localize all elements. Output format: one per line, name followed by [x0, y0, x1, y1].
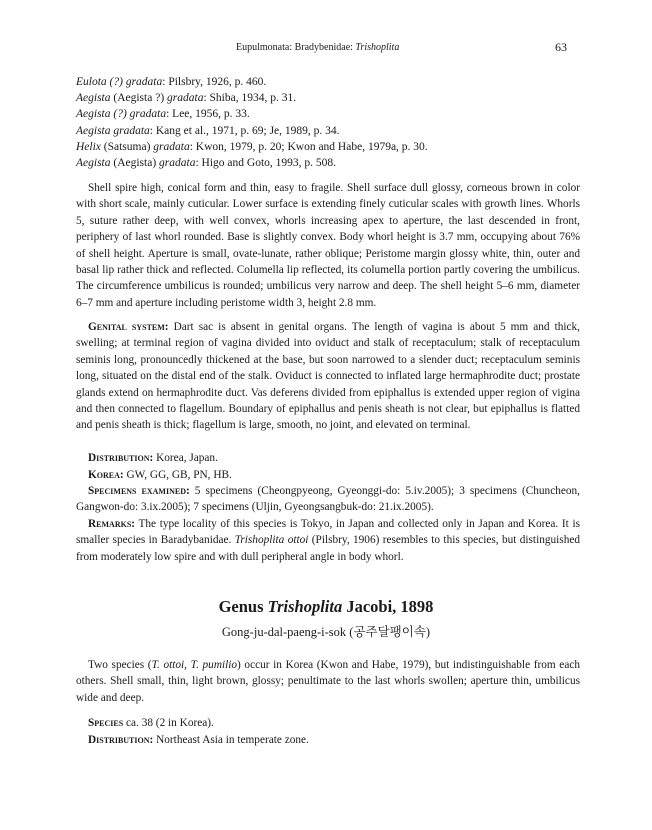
section-text: Northeast Asia in temperate zone.: [153, 734, 309, 746]
synonym-list: [76, 74, 580, 171]
taxon-name: gradata: [159, 157, 196, 170]
genus-author: Jacobi, 1898: [342, 597, 434, 616]
subgenus: (Satsuma): [100, 140, 154, 153]
taxon-name: Helix: [76, 140, 101, 153]
running-head-prefix: Eupulmonata: Bradybenidae:: [236, 42, 356, 53]
taxon-name: T. ottoi, T. pumilio: [151, 659, 238, 671]
citation: : Shiba, 1934, p. 31.: [203, 92, 297, 105]
synonym-entry: [76, 155, 580, 171]
genus-prefix: Genus: [218, 597, 268, 616]
page-header: [0, 42, 652, 62]
section-label: Remarks:: [88, 518, 136, 530]
running-head-genus: Trishoplita: [355, 42, 400, 53]
korea-paragraph: [76, 467, 580, 483]
genus-species-paragraph: [76, 715, 580, 731]
taxon-name: gradata: [153, 140, 190, 153]
section-label: Species: [88, 717, 124, 729]
taxon-name: Aegista gradata: [76, 124, 150, 137]
synonym-entry: [76, 106, 580, 122]
taxon-name: (?) gradata: [106, 76, 163, 88]
section-text: Dart sac is absent in genital organs. The length of vagina is about 5 mm and thick, swelling; at terminal region of vagina divided into oviduct and stalk of receptaculum; stalk of receptaculum seminis long, pronouncedly thickened at the base, but soon narrowed to a slender duct; receptaculum seminis long, situated on the distal end of the stalk. Oviduct is connected to inflated large hermaphrodite duct; prostate glands extend on hermaphrodite duct. Vas deferens divided from epiphallus is extended upper region of vigina and then connected to flagellum. Boundary of epiphallus and penis sheath is not clear, but epiphallus is flatted and penis sheath is thick; flagellum is large, smooth, no joint, and elevated on terminal.: [76, 321, 581, 432]
page-number: 63: [555, 40, 567, 54]
synonym-entry: [76, 74, 580, 90]
section-label: Distribution:: [88, 452, 154, 464]
section-text: (Pilsbry, 1906) resembles to this species, but distinguished from moderately low spire and with dull peripheral angle in body whorl.: [76, 534, 581, 563]
specimens-paragraph: [76, 483, 580, 516]
genus-korean-name: Gong-ju-dal-paeng-i-sok (공주달팽이속): [221, 625, 431, 639]
taxon-name: Aegista: [76, 108, 111, 121]
taxon-name: Aegista: [76, 157, 111, 170]
section-text: 5 specimens (Cheongpyeong, Gyeonggi-do: 5.iv.2005); 3 specimens (Chuncheon, Gangwon-do: 3.ix.2005); 7 specimens (Uljin, Gyeongsangbuk-do: 21.ix.2005).: [76, 485, 580, 514]
distribution-paragraph: [76, 450, 580, 466]
section-text: ca. 38 (2 in Korea).: [123, 717, 214, 729]
taxon-name: Aegista: [76, 92, 111, 105]
section-text: Korea, Japan.: [153, 452, 218, 464]
section-text: Two species (: [88, 659, 152, 671]
section-label: Korea:: [88, 469, 124, 481]
genus-heading: [0, 597, 652, 617]
section-text: GW, GG, GB, PN, HB.: [123, 469, 232, 481]
citation: : Pilsbry, 1926, p. 460.: [162, 76, 267, 88]
synonym-entry: [76, 139, 580, 155]
taxon-name: gradata: [167, 92, 204, 105]
synonym-entry: [76, 123, 580, 139]
section-label: Specimens examined:: [88, 485, 190, 497]
citation: : Higo and Goto, 1993, p. 508.: [195, 157, 337, 170]
section-text: The type locality of this species is Tokyo, in Japan and collected only in Japan and Korea. It is smaller species in Baradybanidae.: [76, 518, 580, 547]
remarks-paragraph: [76, 516, 580, 565]
genus-name: Trishoplita: [267, 597, 343, 616]
subgenus: (Aegista ?): [110, 92, 168, 105]
subgenus: (Aegista): [110, 157, 160, 170]
taxon-name: Eulota: [76, 76, 107, 88]
running-head: [236, 42, 399, 53]
synonym-entry: [76, 90, 580, 106]
section-label: Distribution:: [88, 734, 154, 746]
genital-system-paragraph: [76, 319, 580, 434]
taxon-name: Trishoplita ottoi: [234, 534, 309, 547]
citation: : Lee, 1956, p. 33.: [166, 108, 250, 121]
section-label: Genital system:: [88, 321, 169, 333]
genus-description: [76, 657, 580, 706]
section-text: ) occur in Korea (Kwon and Habe, 1979), but indistinguishable from each others. Shell small, thin, light brown, glossy; penultimate to the last whorls swollen; aperture thin, umbilicus wide and deep.: [76, 659, 580, 704]
taxon-name: (?) gradata: [110, 108, 167, 121]
shell-description: Shell spire high, conical form and thin, easy to fragile. Shell surface dull glossy, corneous brown in color with short scale, mainly cuticular. Lower surface is extending finely cuticular scales with growth lines. Whorls 5, suture rather deep, with well convex, whorls increasing apex to aperture, the last descended in front, periphery of last whorl rounded. Base is slightly convex. Body whorl height is 3.7 mm, occupying about 76% of shell height. Aperture is small, ovate-lunate, rather oblique; Peristome margin glossy white, thin, outer and basal lip rather thick and reflected. Columella lip reflected, its columella portion partly covering the umbilicus. The circumference umbilicus is rounded; umbilicus very narrow and deep. The shell height 5–6 mm, diameter 6–7 mm and aperture including peristome width 3, height 2.8 mm.: [76, 182, 580, 309]
citation: : Kang et al., 1971, p. 69; Je, 1989, p. 34.: [149, 124, 340, 137]
citation: : Kwon, 1979, p. 20; Kwon and Habe, 1979a, p. 30.: [189, 140, 428, 153]
genus-distribution-paragraph: [76, 732, 580, 748]
